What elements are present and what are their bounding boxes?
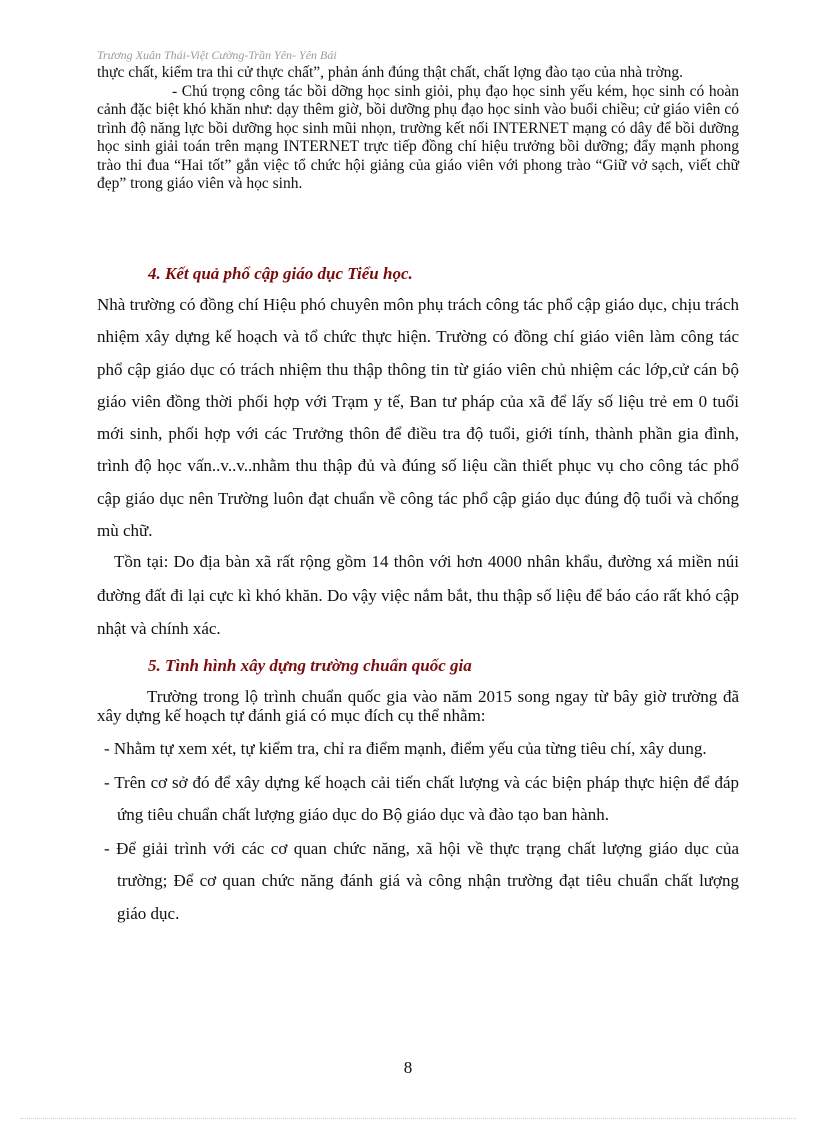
bullet-item: - Trên cơ sở đó để xây dựng kế hoạch cải tiến chất lượng và các biện pháp thực hiện để đáp ứng tiêu chuẩn chất lượng giáo dục do Bộ giáo dục và đào tạo ban hành. <box>104 772 739 824</box>
section-5-paragraph: Trường trong lộ trình chuẩn quốc gia vào năm 2015 song ngay từ bây giờ trường đã xây dựng kế hoạch tự đánh giá có mục đích cụ thể nhằm: <box>97 687 739 725</box>
section-4-title: 4. Kết quả phổ cập giáo dục Tiểu học. <box>148 264 413 283</box>
page-number: 8 <box>403 1058 413 1077</box>
section-4-body <box>97 289 739 547</box>
section-4-limitation: Tồn tại: Do địa bàn xã rất rộng gồm 14 thôn với hơn 4000 nhân khẩu, đường xá miền núi đường đất đi lại cực kì khó khăn. Do vậy việc nắm bắt, thu thập số liệu để báo cáo rất khó cập nhật và chính xác. <box>97 552 739 638</box>
intro-paragraph-continuation: thực chất, kiểm tra thi cử thực chất”, phản ánh đúng thật chất, chất lợng đào tạo của nhà trờng. <box>97 64 684 81</box>
intro-paragraph-gifted-students: - Chú trọng công tác bồi dỡng học sinh giỏi, phụ đạo học sinh yếu kém, học sinh có hoàn cảnh đặc biệt khó khăn như: dạy thêm giờ, bồi dưỡng phụ đạo học sinh vào buổi chiều; cử giáo viên có trình độ năng lực bồi dưỡng học sinh mũi nhọn, trường kết nối INTERNET mạng có dây để bồi dưỡng học sinh giải toán trên mạng INTERNET trực tiếp đồng chí hiệu trưởng bồi dưỡng; đẩy mạnh phong trào thi đua “Hai tốt” gắn việc tổ chức hội giảng của giáo viên với phong trào “Giữ vở sạch, viết chữ đẹp” trong giáo viên và học sinh. <box>97 82 739 192</box>
section-4-paragraph: Nhà trường có đồng chí Hiệu phó chuyên môn phụ trách công tác phổ cập giáo dục, chịu trách nhiệm xây dựng kế hoạch và tổ chức thực hiện. Trường có đồng chí giáo viên làm công tác phổ cập giáo dục có trách nhiệm thu thập thông tin từ giáo viên chủ nhiệm các lớp,cử cán bộ giáo viên đồng thời phối hợp với Trạm y tế, Ban tư pháp của xã để lấy số liệu trẻ em 0 tuổi mới sinh, phối hợp với các Trưởng thôn để điều tra độ tuổi, giới tính, thành phần gia đình, trình độ học vấn..v..v..nhằm thu thập đủ và đúng số liệu cần thiết phục vụ cho công tác phổ cập giáo dục nên Trường luôn đạt chuẩn về công tác phổ cập giáo dục đúng độ tuổi và chống mù chữ. <box>97 295 739 541</box>
section-5-intro-block <box>97 687 739 725</box>
section-5-bullet-list <box>97 733 739 931</box>
bullet-item: - Nhằm tự xem xét, tự kiểm tra, chỉ ra điểm mạnh, điểm yếu của từng tiêu chí, xây dung. <box>104 739 707 758</box>
running-header: Trương Xuân Thái-Việt Cường-Trần Yên- Yên Bái <box>97 48 337 62</box>
section-5-title: 5. Tình hình xây dựng trường chuẩn quốc gia <box>148 656 472 675</box>
bullet-item: - Để giải trình với các cơ quan chức năng, xã hội về thực trạng chất lượng giáo dục của trường; Để cơ quan chức năng đánh giá và công nhận trường đạt tiêu chuẩn chất lượng giáo dục. <box>104 838 739 923</box>
section-4-limitation-block <box>97 545 739 646</box>
intro-block <box>97 64 739 194</box>
page-bottom-divider <box>20 1118 796 1119</box>
